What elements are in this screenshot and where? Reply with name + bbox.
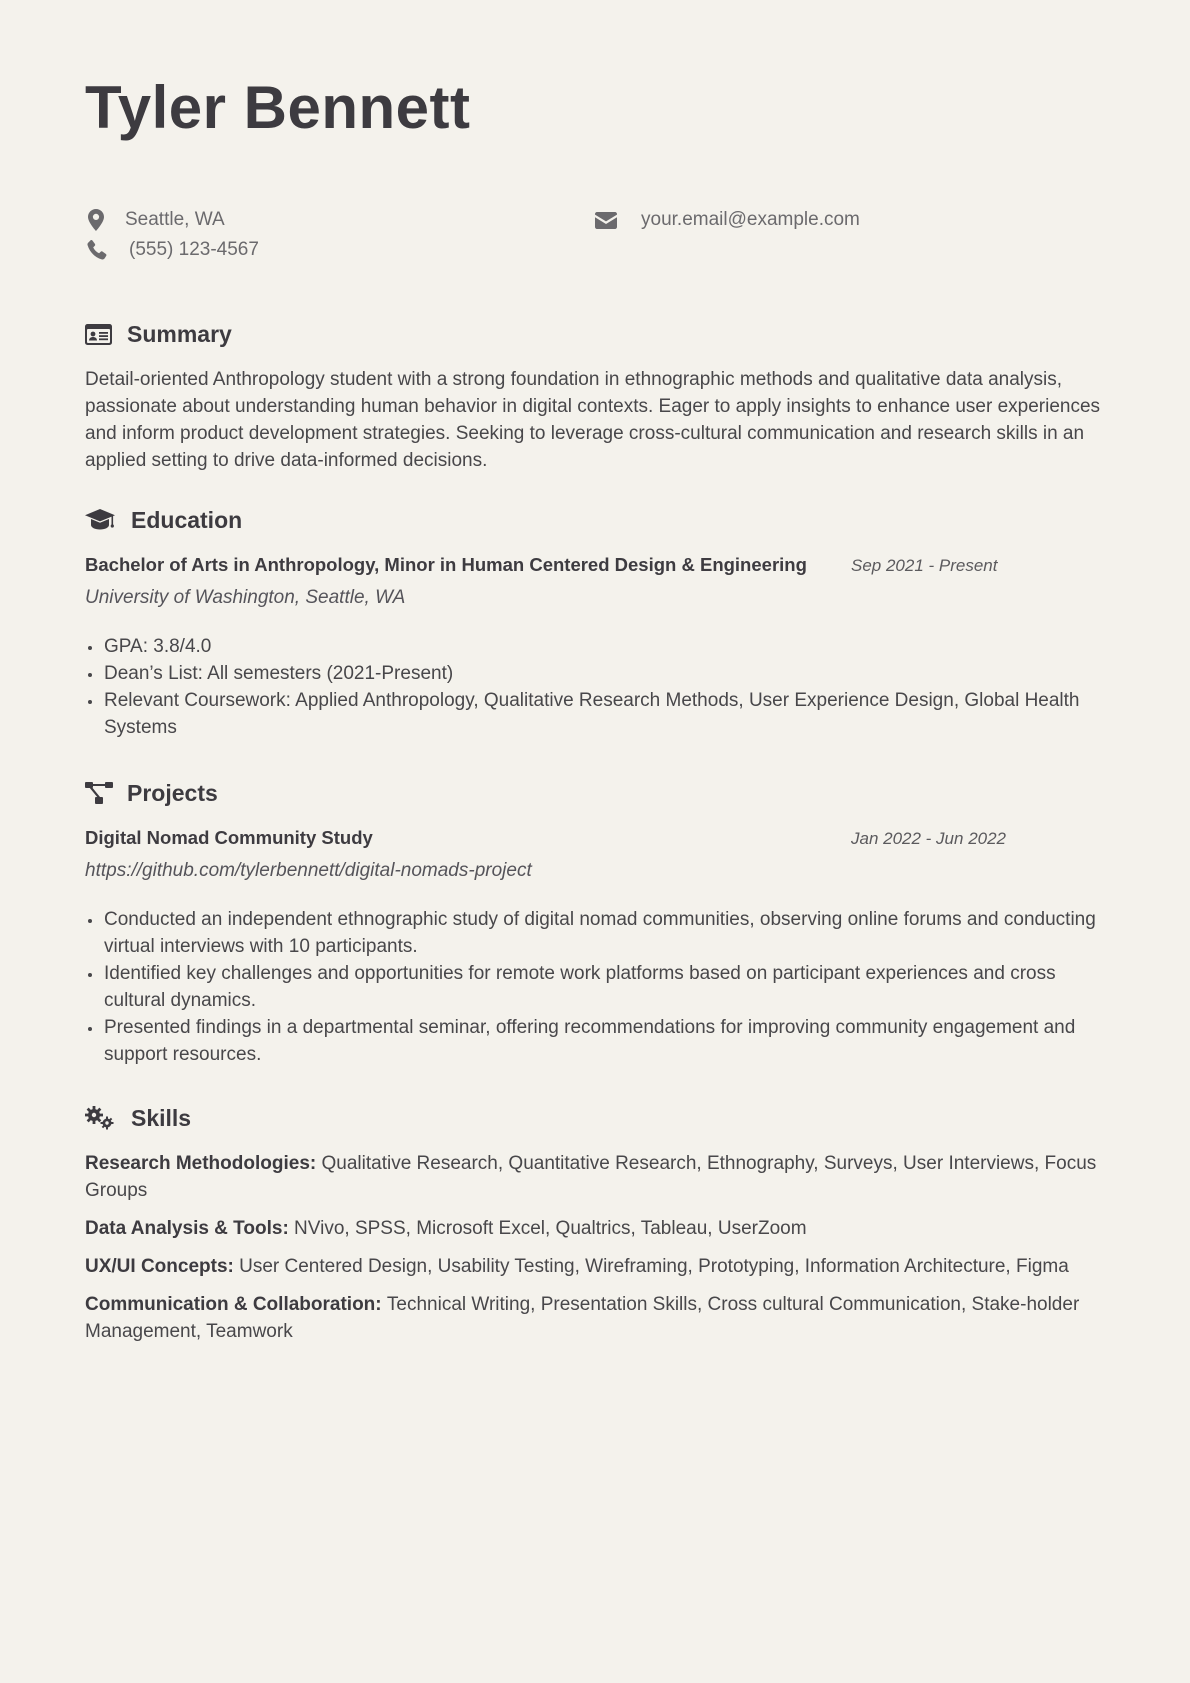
projects-section — [85, 777, 1105, 1068]
project-link[interactable]: https://github.com/tylerbennett/digital-nomads-project — [85, 860, 532, 881]
summary-title: Summary — [127, 320, 232, 347]
list-item: • Conducted an independent ethnographic study of digital nomad communities, observing online forums and conducting virtual interviews with 10 participants. — [103, 906, 1113, 960]
project-entry-header — [85, 827, 1105, 853]
id-card-icon — [85, 321, 115, 347]
education-title: Education — [131, 506, 243, 533]
skill-label: Communication & Collaboration: — [85, 1294, 387, 1315]
candidate-name: Tyler Bennett — [85, 74, 471, 141]
skills-title: Skills — [131, 1104, 192, 1131]
phone-icon — [85, 239, 107, 261]
envelope-icon — [595, 209, 617, 231]
skills-heading — [85, 1102, 1105, 1134]
contact-email[interactable] — [595, 208, 995, 232]
education-entry-header — [85, 554, 1105, 580]
graduation-cap-icon — [85, 507, 119, 533]
email-link[interactable]: your.email@example.com — [641, 209, 860, 230]
education-heading — [85, 504, 1105, 536]
projects-heading — [85, 777, 1105, 809]
contact-info — [85, 208, 1105, 262]
skill-row — [85, 1291, 1105, 1345]
skill-value: Qualitative Research, Quantitative Research, Ethnography, Surveys, User Interviews, Focus Groups — [85, 1153, 1097, 1201]
list-item: • Identified key challenges and opportunities for remote work platforms based on participant experiences and cross cultural dynamics. — [103, 960, 1113, 1014]
skill-label: UX/UI Concepts: — [85, 1256, 240, 1277]
map-marker-icon — [85, 209, 107, 231]
skills-list — [85, 1150, 1105, 1345]
education-bullets — [85, 633, 1113, 741]
project-name: Digital Nomad Community Study — [85, 827, 373, 848]
skill-value: Technical Writing, Presentation Skills, Cross cultural Communication, Stake-holder Management, Teamwork — [85, 1294, 1080, 1342]
skill-value: User Centered Design, Usability Testing, Wireframing, Prototyping, Information Architecture, Figma — [239, 1256, 1069, 1277]
summary-section — [85, 318, 1105, 474]
skill-row — [85, 1253, 1105, 1280]
project-date: Jan 2022 - Jun 2022 — [851, 829, 1007, 848]
projects-title: Projects — [127, 779, 218, 806]
list-item: • Presented findings in a departmental seminar, offering recommendations for improving community engagement and support resources. — [103, 1014, 1113, 1068]
education-section — [85, 504, 1105, 741]
skill-label: Data Analysis & Tools: — [85, 1218, 295, 1239]
skill-row — [85, 1215, 1105, 1242]
project-bullets — [85, 906, 1113, 1068]
skills-section — [85, 1102, 1105, 1345]
list-item: • Dean’s List: All semesters (2021-Present) — [103, 660, 1113, 687]
list-item: • GPA: 3.8/4.0 — [103, 633, 1113, 660]
cogs-icon — [85, 1105, 119, 1131]
skill-value: NVivo, SPSS, Microsoft Excel, Qualtrics, Tableau, UserZoom — [294, 1218, 807, 1239]
summary-heading — [85, 318, 1105, 350]
project-diagram-icon — [85, 780, 115, 806]
list-item: • Relevant Coursework: Applied Anthropology, Qualitative Research Methods, User Experience Design, Global Health Systems — [103, 687, 1113, 741]
skill-label: Research Methodologies: — [85, 1153, 322, 1174]
summary-text: Detail-oriented Anthropology student with a strong foundation in ethnographic methods and qualitative data analysis, passionate about understanding human behavior in digital contexts. Eager to apply insights to enhance user experiences and inform product development strategies. Seeking to leverage cross-cultural communication and research skills in an applied setting to drive data-informed decisions. — [85, 369, 1101, 471]
phone-text[interactable]: (555) 123-4567 — [129, 239, 259, 260]
location-text: Seattle, WA — [125, 209, 225, 230]
skill-row — [85, 1150, 1105, 1204]
education-date: Sep 2021 - Present — [851, 556, 998, 575]
degree-title: Bachelor of Arts in Anthropology, Minor in Human Centered Design & Engineering — [85, 554, 807, 575]
contact-location — [85, 208, 595, 232]
school-name: University of Washington, Seattle, WA — [85, 587, 406, 608]
contact-phone[interactable] — [85, 238, 595, 262]
